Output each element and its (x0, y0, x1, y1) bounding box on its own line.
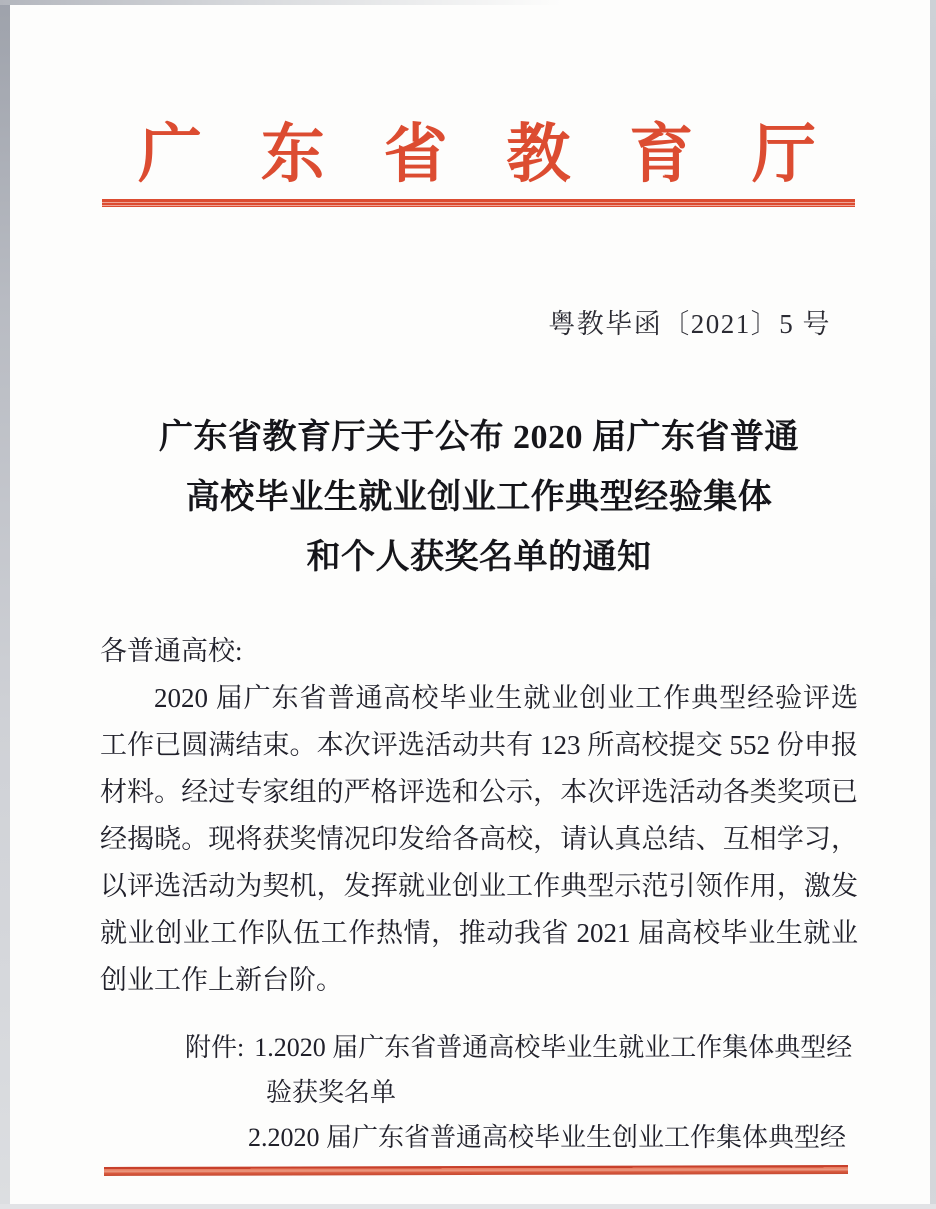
agency-letterhead-char: 厅 (751, 119, 816, 190)
agency-letterhead-char: 育 (629, 119, 694, 190)
body-line: 以评选活动为契机，发挥就业创业工作典型示范引领作用，激发 (100, 871, 858, 901)
agency-letterhead-char: 教 (506, 119, 571, 190)
attachment-item-1-continuation: 验获奖名单 (266, 1078, 397, 1107)
body-line: 工作已圆满结束。本次评选活动共有 123 所高校提交 552 份申报 (100, 730, 858, 760)
scan-edge-right (930, 0, 936, 1209)
attachments-list (185, 1025, 905, 1160)
body-line: 创业工作上新台阶。 (100, 965, 343, 995)
bottom-red-line (104, 1165, 848, 1176)
body-paragraph (100, 628, 858, 1004)
notice-title-line: 高校毕业生就业创业工作典型经验集体 (185, 479, 773, 516)
body-line: 就业创业工作队伍工作热情，推动我省 2021 届高校毕业生就业 (100, 918, 858, 948)
notice-title-line: 广东省教育厅关于公布 2020 届广东省普通 (159, 419, 799, 456)
scan-edge-top (0, 0, 562, 5)
attachment-item-1 (185, 1025, 905, 1070)
salutation: 各普通高校: (100, 636, 243, 666)
attachments-label: 附件: (185, 1033, 245, 1062)
agency-letterhead-char: 东 (260, 119, 325, 190)
notice-title-line: 和个人获奖名单的通知 (306, 539, 652, 576)
body-line: 材料。经过专家组的严格评选和公示，本次评选活动各类奖项已 (100, 777, 858, 807)
letterhead-red-separator (102, 199, 855, 207)
attachment-item-1-text: 1.2020 届广东省普通高校毕业生就业工作集体典型经 (254, 1033, 853, 1062)
document-number: 粤教毕函〔2021〕5 号 (548, 309, 831, 339)
attachment-item-2: 2.2020 届广东省普通高校毕业生创业工作集体典型经 (248, 1123, 847, 1152)
notice-title (100, 408, 858, 588)
scan-edge-left (0, 0, 10, 1209)
agency-letterhead-char: 广 (138, 119, 202, 190)
scan-edge-bottom (0, 1204, 936, 1209)
agency-letterhead (138, 112, 816, 198)
body-line: 经揭晓。现将获奖情况印发给各高校，请认真总结、互相学习， (100, 824, 858, 854)
agency-letterhead-char: 省 (383, 119, 448, 190)
body-line: 2020 届广东省普通高校毕业生就业创业工作典型经验评选 (154, 683, 858, 713)
